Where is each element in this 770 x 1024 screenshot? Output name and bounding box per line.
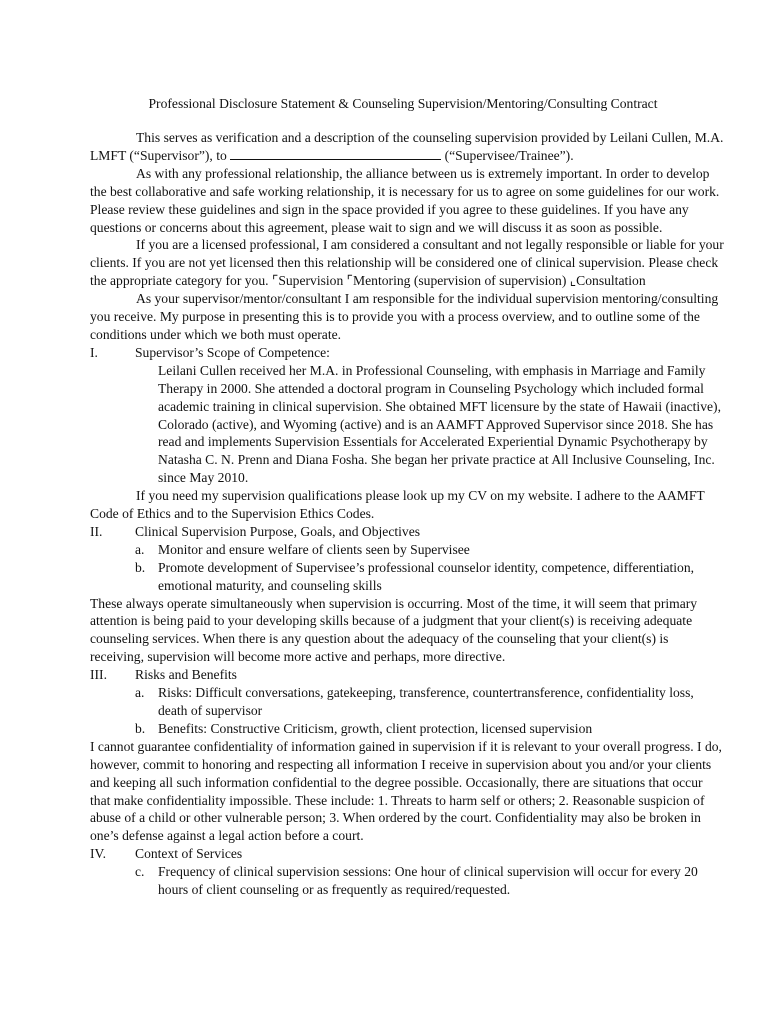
list-letter: b.: [135, 720, 146, 736]
section-title: Supervisor’s Scope of Competence:: [135, 344, 330, 360]
section-number: II.: [90, 523, 103, 539]
document-title: Professional Disclosure Statement & Counseling Supervision/Mentoring/Consulting Contract: [148, 96, 658, 111]
section-title: Clinical Supervision Purpose, Goals, and Objectives: [135, 523, 421, 539]
section-4-heading: [90, 845, 724, 863]
intro-paragraph-4: As your supervisor/mentor/consultant I am responsible for the individual supervision mentoring/consulting you receive. My purpose in presenting this is to provide you with a process overview, and to outline some of the conditions under which we both must operate.: [90, 291, 719, 342]
checkbox-consultation[interactable]: ⌞: [569, 273, 577, 289]
list-item: [135, 684, 724, 720]
section-1-body: Leilani Cullen received her M.A. in Professional Counseling, with emphasis in Marriage and Family Therapy in 2000. She attended a doctoral program in Counseling Psychology which included formal academic training in clinical supervision. She obtained MFT licensure by the state of Hawaii (inactive), Colorado (active), and Wyoming (active) and is an AAMFT Approved Supervisor since 2018. She has read and implements Supervision Essentials for Accelerated Experiential Dynamic Psychotherapy by Natasha C. N. Prenn and Diana Fosha. She began her private practice at All Inclusive Counseling, Inc. since May 2010.: [158, 362, 721, 486]
checkbox-mentoring[interactable]: ⌜: [346, 273, 354, 289]
document-body: [90, 129, 724, 899]
list-item: [135, 863, 724, 899]
section-2-heading: [90, 523, 724, 541]
option-consultation: Consultation: [576, 273, 646, 289]
list-letter: a.: [135, 685, 145, 701]
section-number: IV.: [90, 846, 106, 862]
option-supervision: Supervision: [278, 273, 344, 289]
section-title: Risks and Benefits: [135, 667, 237, 683]
section-title: Context of Services: [135, 846, 243, 862]
list-letter: b.: [135, 559, 146, 575]
section-2-after: These always operate simultaneously when supervision is occurring. Most of the time, it will seem that primary attention is being paid to your developing skills because of a judgment that your client(s) is receiving adequate counseling services. When there is any question about the adequacy of the counseling that your client(s) is receiving, supervision will become more active and perhaps, more directive.: [90, 595, 698, 665]
section-number: I.: [90, 344, 98, 360]
option-mentoring: Mentoring (supervision of supervision): [353, 273, 567, 289]
list-text: Frequency of clinical supervision sessions: One hour of clinical supervision will occur for every 20 hours of client counseling or as frequently as required/requested.: [158, 864, 698, 898]
supervisee-name-blank[interactable]: [230, 148, 441, 160]
list-text: Monitor and ensure welfare of clients seen by Supervisee: [158, 541, 470, 557]
checkbox-supervision[interactable]: ⌜: [271, 273, 279, 289]
intro-paragraph-2: As with any professional relationship, the alliance between us is extremely important. In order to develop the best collaborative and safe working relationship, it is necessary for us to agree on some guidelines for our work. Please review these guidelines and sign in the space provided if you agree to these guidelines. If you have any questions or concerns about this agreement, please wait to sign and we will discuss it as soon as possible.: [90, 165, 720, 235]
list-text: Risks: Difficult conversations, gatekeeping, transference, countertransference, confidentiality loss, death of supervisor: [158, 685, 694, 718]
section-number: III.: [90, 667, 107, 683]
list-item: [135, 559, 724, 595]
intro-paragraph-3: [90, 236, 724, 290]
list-text: Promote development of Supervisee’s professional counselor identity, competence, differentiation, emotional maturity, and counseling skills: [158, 559, 695, 593]
licensure-text: If you are a licensed professional, I am considered a consultant and not legally responsible or liable for your clients. If you are not yet licensed then this relationship will be considered one of clinical supervision. Please check the appropriate category for you.: [90, 237, 724, 289]
section-1-after: If you need my supervision qualifications please look up my CV on my website. I adhere to the AAMFT Code of Ethics and to the Supervision Ethics Codes.: [90, 488, 705, 522]
section-3-heading: [90, 666, 724, 684]
list-item: [135, 541, 724, 559]
list-letter: a.: [135, 541, 145, 557]
list-item: [135, 720, 724, 738]
intro-text: This serves as verification and a description of the counseling supervision provided by Leilani Cullen, M.A. LMFT (“Supervisor”), to: [90, 130, 724, 163]
section-3-after: I cannot guarantee confidentiality of information gained in supervision if it is relevant to your overall progress. I do, however, commit to honoring and respecting all information I receive in supervision about you and/or your clients and keeping all such information confidential to the degree possible. Occasionally, there are situations that occur that make confidentiality impossible. These include: 1. Threats to harm self or others; 2. Reasonable suspicion of abuse of a child or other vulnerable person; 3. When ordered by the court. Confidentiality may also be broken in one’s defense against a legal action before a court.: [90, 738, 722, 844]
supervisee-label: (“Supervisee/Trainee”).: [444, 147, 574, 163]
list-text: Benefits: Constructive Criticism, growth, client protection, licensed supervision: [158, 720, 593, 736]
intro-paragraph-1: [90, 129, 724, 165]
list-letter: c.: [135, 864, 145, 880]
section-1-heading: [90, 344, 724, 362]
